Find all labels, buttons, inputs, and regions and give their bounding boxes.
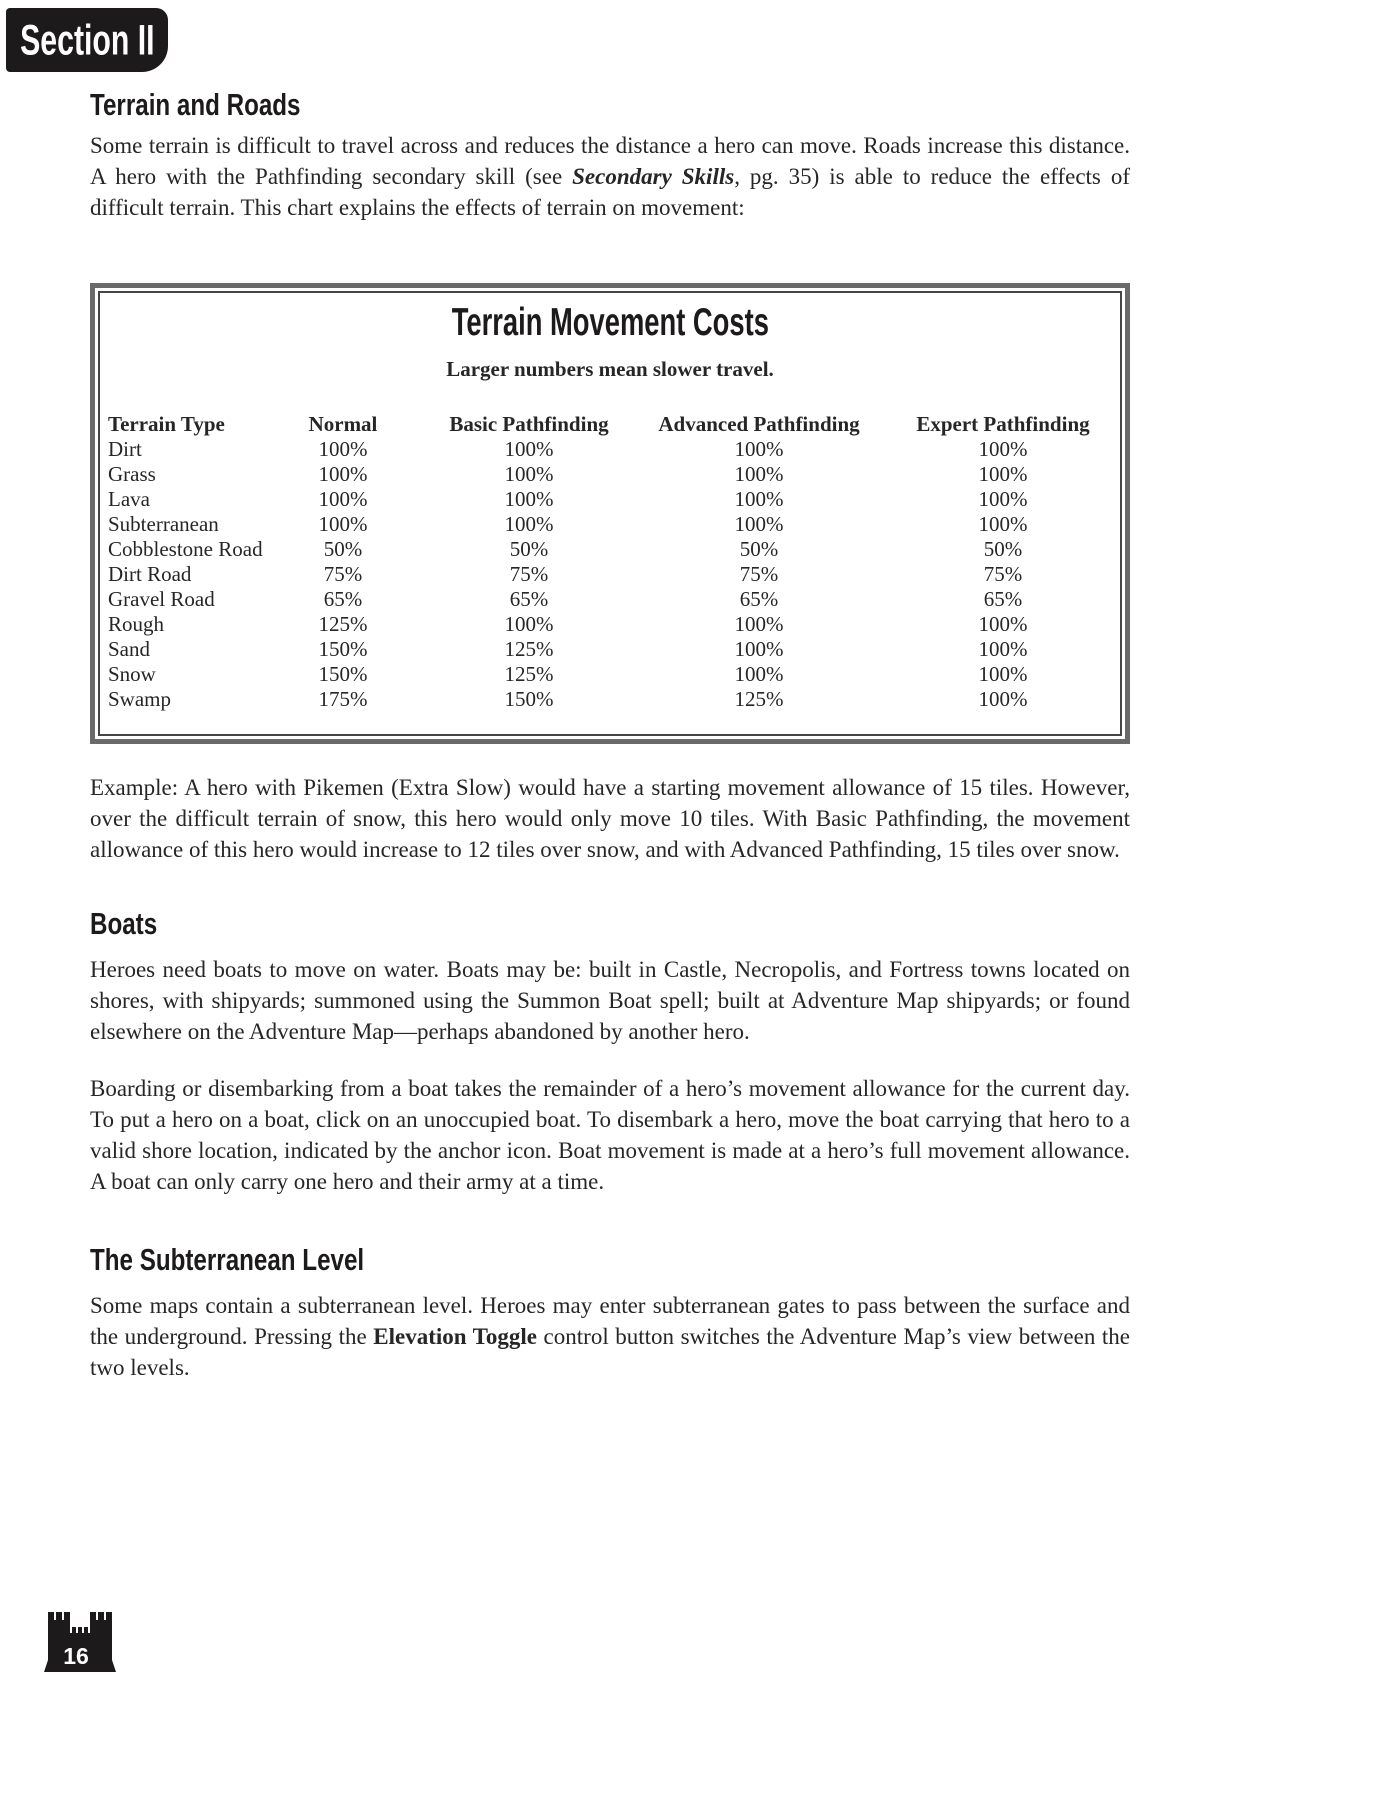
cell-terrain: Swamp — [108, 687, 171, 711]
cell-basic: 65% — [509, 587, 549, 611]
cell-expert: 50% — [983, 537, 1023, 561]
cell-basic: 150% — [504, 687, 554, 711]
cell-normal: 150% — [318, 637, 368, 661]
castle-page-icon — [42, 1610, 118, 1672]
cell-expert: 100% — [978, 662, 1028, 686]
cell-advanced: 100% — [734, 637, 784, 661]
cell-advanced: 100% — [734, 487, 784, 511]
heading-boats: Boats — [90, 906, 158, 941]
cell-basic: 125% — [504, 662, 554, 686]
cell-expert: 100% — [978, 612, 1028, 636]
cell-normal: 75% — [323, 562, 363, 586]
terrain-movement-costs-inner — [98, 291, 1122, 736]
cell-terrain: Grass — [108, 462, 156, 486]
cell-expert: 100% — [978, 487, 1028, 511]
cell-advanced: 125% — [734, 687, 784, 711]
cell-basic: 125% — [504, 637, 554, 661]
cell-advanced: 50% — [739, 537, 779, 561]
cell-advanced: 100% — [734, 662, 784, 686]
cell-normal: 150% — [318, 662, 368, 686]
heading-subterranean-level: The Subterranean Level — [90, 1242, 365, 1277]
cell-normal: 175% — [318, 687, 368, 711]
example-paragraph: Example: A hero with Pikemen (Extra Slow) would have a starting movement allowance of 15 tiles. However, over the difficult terrain of snow, this hero would only move 10 tiles. With Basic Pathfinding, the movement allowance of this hero would increase to 12 tiles over snow, and with Advanced Pathfinding, 15 tiles over snow. — [90, 775, 1130, 862]
secondary-skills-reference: Secondary Skills — [572, 164, 735, 189]
page-footer — [42, 1610, 118, 1672]
cell-terrain: Subterranean — [108, 512, 219, 536]
cell-advanced: 100% — [734, 437, 784, 461]
cell-basic: 100% — [504, 612, 554, 636]
cell-expert: 65% — [983, 587, 1023, 611]
cell-normal: 100% — [318, 437, 368, 461]
cell-basic: 100% — [504, 437, 554, 461]
cell-normal: 100% — [318, 487, 368, 511]
cell-expert: 100% — [978, 437, 1028, 461]
terrain-movement-costs-box — [90, 283, 1130, 744]
cell-terrain: Lava — [108, 487, 150, 511]
column-header-terrain-type: Terrain Type — [108, 412, 225, 436]
cell-normal: 65% — [323, 587, 363, 611]
cell-advanced: 65% — [739, 587, 779, 611]
cell-advanced: 100% — [734, 512, 784, 536]
cell-normal: 100% — [318, 462, 368, 486]
cell-terrain: Rough — [108, 612, 165, 636]
table-title-wrap — [100, 303, 1120, 343]
cell-normal: 100% — [318, 512, 368, 536]
cell-expert: 100% — [978, 637, 1028, 661]
cell-expert: 100% — [978, 462, 1028, 486]
page-content — [90, 88, 1130, 1383]
section-banner — [6, 8, 168, 72]
cell-advanced: 75% — [739, 562, 779, 586]
cell-basic: 100% — [504, 462, 554, 486]
column-header-normal: Normal — [308, 412, 378, 436]
cell-expert: 75% — [983, 562, 1023, 586]
subterranean-part2: control button switches the Adventure Map’s view between the two levels. — [90, 1324, 1130, 1380]
terrain-intro-part1: Some terrain is difficult to travel across and reduces the distance a hero can move. Roads increase this distance. A hero with the Pathfinding secondary skill (see — [90, 133, 1130, 189]
cell-basic: 100% — [504, 512, 554, 536]
terrain-intro-part2: , pg. 35) is able to reduce the effects of difficult terrain. This chart explains the effects of terrain on movement: — [90, 164, 1130, 220]
table-subtitle: Larger numbers mean slower travel. — [446, 357, 774, 381]
cell-advanced: 100% — [734, 612, 784, 636]
terrain-costs-table — [100, 412, 1120, 712]
cell-terrain: Cobblestone Road — [108, 537, 263, 561]
section-banner-label: Section II — [19, 15, 155, 64]
cell-basic: 100% — [504, 487, 554, 511]
cell-normal: 125% — [318, 612, 368, 636]
elevation-toggle-reference: Elevation Toggle — [373, 1324, 537, 1349]
cell-normal: 50% — [323, 537, 363, 561]
boats-paragraph-2: Boarding or disembarking from a boat takes the remainder of a hero’s movement allowance for the current day. To put a hero on a boat, click on an unoccupied boat. To disembark a hero, move the boat carrying that hero to a valid shore location, indicated by the anchor icon. Boat movement is made at a hero’s full movement allowance. A boat can only carry one hero and their army at a time. — [90, 1076, 1130, 1194]
cell-terrain: Gravel Road — [108, 587, 215, 611]
column-header-expert-pathfinding: Expert Pathfinding — [916, 412, 1090, 436]
cell-basic: 50% — [509, 537, 549, 561]
cell-basic: 75% — [509, 562, 549, 586]
terrain-intro-paragraph — [90, 130, 1130, 223]
table-title: Terrain Movement Costs — [451, 301, 769, 345]
subterranean-part1: Some maps contain a subterranean level. Heroes may enter subterranean gates to pass between the surface and the underground. Pressing the — [90, 1293, 1130, 1349]
cell-advanced: 100% — [734, 462, 784, 486]
subterranean-paragraph — [90, 1290, 1130, 1383]
heading-terrain-and-roads: Terrain and Roads — [90, 87, 301, 122]
page-number: 16 — [63, 1643, 89, 1669]
column-header-advanced-pathfinding: Advanced Pathfinding — [658, 412, 860, 436]
column-header-basic-pathfinding: Basic Pathfinding — [449, 412, 609, 436]
cell-terrain: Dirt — [108, 437, 142, 461]
cell-expert: 100% — [978, 512, 1028, 536]
cell-terrain: Dirt Road — [108, 562, 192, 586]
cell-terrain: Snow — [108, 662, 156, 686]
cell-expert: 100% — [978, 687, 1028, 711]
cell-terrain: Sand — [108, 637, 150, 661]
boats-paragraph-1: Heroes need boats to move on water. Boats may be: built in Castle, Necropolis, and Fortress towns located on shores, with shipyards; summoned using the Summon Boat spell; built at Adventure Map shipyards; or found elsewhere on the Adventure Map—perhaps abandoned by another hero. — [90, 957, 1130, 1044]
